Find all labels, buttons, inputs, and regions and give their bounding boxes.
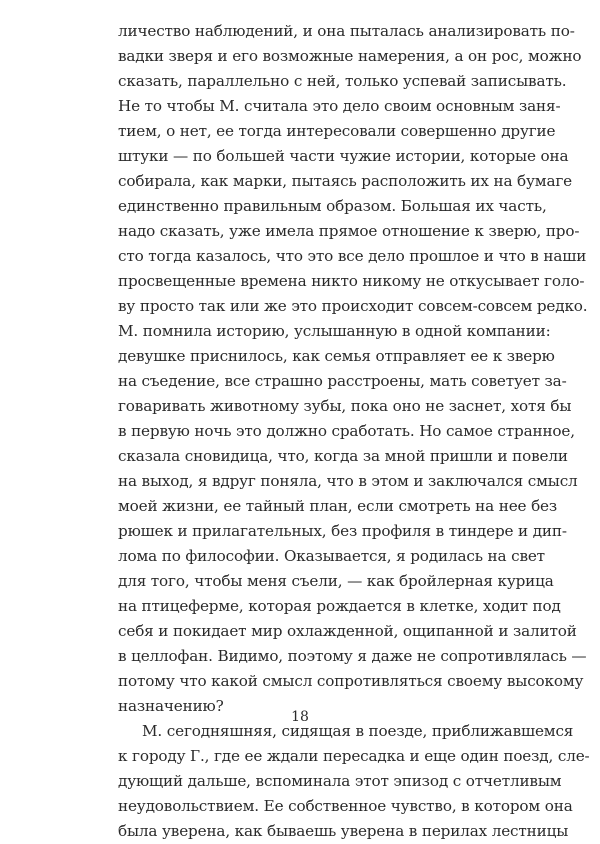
text-line: на съедение, все страшно расстроены, мать советует за-	[118, 372, 567, 390]
paragraph-end-line: назначению?	[118, 697, 224, 715]
text-line: просвещенные времена никто никому не откусывает голо-	[118, 272, 585, 290]
text-line: надо сказать, уже имела прямое отношение к зверю, про-	[118, 222, 580, 240]
text-line: на выход, я вдруг поняла, что в этом и заключался смысл	[118, 472, 578, 490]
text-line: для того, чтобы меня съели, — как бройлерная курица	[118, 572, 554, 590]
text-line: Не то чтобы М. считала это дело своим основным заня-	[118, 97, 561, 115]
text-line: говаривать животному зубы, пока оно не заснет, хотя бы	[118, 397, 572, 415]
text-line: неудовольствием. Ее собственное чувство, в котором она	[118, 797, 573, 815]
paragraph-start-line: М. сегодняшняя, сидящая в поезде, приближавшемся	[142, 722, 574, 740]
text-line: к городу Г., где ее ждали пересадка и еще один поезд, сле-	[118, 747, 590, 765]
text-line: сказать, параллельно с ней, только успевай записывать.	[118, 72, 567, 90]
text-line: тием, о нет, ее тогда интересовали совершенно другие	[118, 122, 556, 140]
text-line: на птицеферме, которая рождается в клетке, ходит под	[118, 597, 561, 615]
text-line: сто тогда казалось, что это все дело прошлое и что в наши	[118, 247, 587, 265]
text-line: собирала, как марки, пытаясь расположить их на бумаге	[118, 172, 573, 190]
text-line: в первую ночь это должно сработать. Но самое странное,	[118, 422, 575, 440]
page-number: 18	[291, 709, 309, 725]
text-line: единственно правильным образом. Большая их часть,	[118, 197, 547, 215]
text-line: личество наблюдений, и она пыталась анализировать по-	[118, 22, 575, 40]
text-line: была уверена, как бываешь уверена в перилах лестницы	[118, 822, 569, 840]
text-line: сказала сновидица, что, когда за мной пришли и повели	[118, 447, 568, 465]
text-line: в целлофан. Видимо, поэтому я даже не сопротивлялась —	[118, 647, 587, 665]
text-line: вадки зверя и его возможные намерения, а он рос, можно	[118, 47, 582, 65]
text-line: М. помнила историю, услышанную в одной компании:	[118, 322, 551, 340]
text-line: моей жизни, ее тайный план, если смотреть на нее без	[118, 497, 558, 515]
text-line: себя и покидает мир охлажденной, ощипанной и залитой	[118, 622, 577, 640]
text-line: рюшек и прилагательных, без профиля в тиндере и дип-	[118, 522, 567, 540]
text-line: ву просто так или же это происходит совсем-совсем редко.	[118, 297, 588, 315]
text-line: лома по философии. Оказывается, я родилась на свет	[118, 547, 545, 565]
text-line: дующий дальше, вспоминала этот эпизод с отчетливым	[118, 772, 562, 790]
text-line: потому что какой смысл сопротивляться своему высокому	[118, 672, 584, 690]
text-line: девушке приснилось, как семья отправляет ее к зверю	[118, 347, 555, 365]
text-line: штуки — по большей части чужие истории, которые она	[118, 147, 569, 165]
